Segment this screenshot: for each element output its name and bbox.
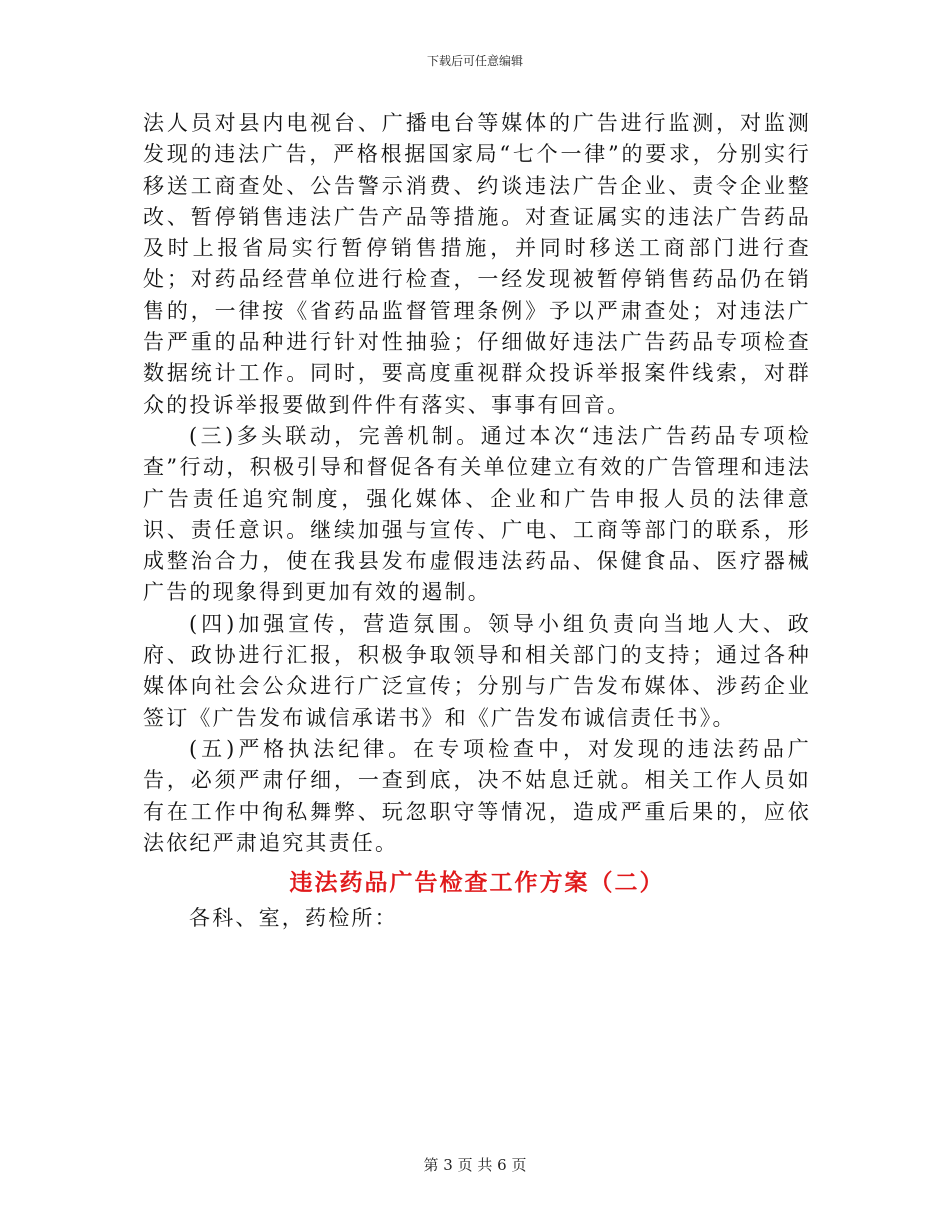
paragraph-section-4: (四)加强宣传，营造氛围。领导小组负责向当地人大、政府、政协进行汇报，积极争取领导和相关部门的支持；通过各种媒体向社会公众进行广泛宣传；分别与广告发布媒体、涉药企业签订《广告发布诚信承诺书》和《广告发布诚信责任书》。 (143, 611, 811, 730)
salutation: 各科、室，药检所： (189, 906, 398, 931)
page-number: 第 3 页 共 6 页 (423, 1156, 527, 1174)
paragraph-continued: 法人员对县内电视台、广播电台等媒体的广告进行监测，对监测发现的违法广告，严格根据国家局“七个一律”的要求，分别实行移送工商查处、公告警示消费、约谈违法广告企业、责令企业整改、暂停销售违法广告产品等措施。对查证属实的违法广告药品及时上报省局实行暂停销售措施，并同时移送工商部门进行查处；对药品经营单位进行检查，一经发现被暂停销售药品仍在销售的，一律按《省药品监督管理条例》予以严肃查处；对违法广告严重的品种进行针对性抽验；仔细做好违法广告药品专项检查数据统计工作。同时，要高度重视群众投诉举报案件线索，对群众的投诉举报要做到件件有落实、事事有回音。 (143, 111, 811, 417)
section-title: 违法药品广告检查工作方案（二） (289, 869, 665, 897)
paragraph-section-3: (三)多头联动，完善机制。通过本次“违法广告药品专项检查”行动，积极引导和督促各有关单位建立有效的广告管理和违法广告责任追究制度，强化媒体、企业和广告申报人员的法律意识、责任意识。继续加强与宣传、广电、工商等部门的联系，形成整治合力，使在我县发布虚假违法药品、保健食品、医疗器械广告的现象得到更加有效的遏制。 (143, 423, 811, 605)
paragraph-section-5: (五)严格执法纪律。在专项检查中，对发现的违法药品广告，必须严肃仔细，一查到底，决不姑息迁就。相关工作人员如有在工作中徇私舞弊、玩忽职守等情况，造成严重后果的，应依法依纪严肃追究其责任。 (143, 736, 811, 855)
document-body (143, 108, 811, 934)
header-note: 下载后可任意编辑 (426, 54, 523, 68)
